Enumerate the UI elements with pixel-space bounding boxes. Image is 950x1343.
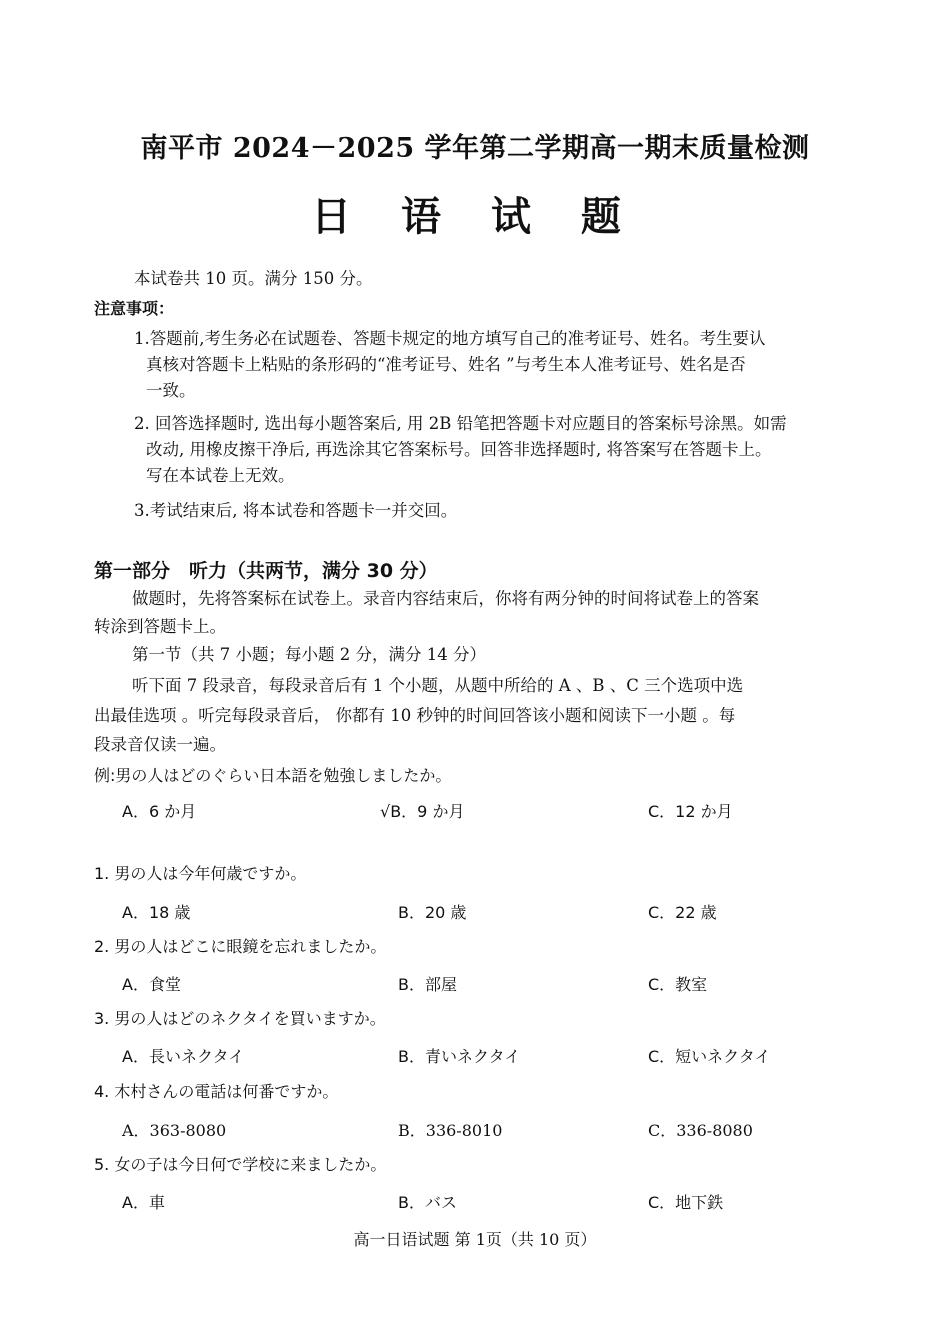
notice-item-2-line-2: 改动, 用橡皮擦干净后, 再选涂其它答案标号。回答非选择题时, 将答案写在答题卡上。 bbox=[146, 440, 772, 459]
question-2-option-a: A．食堂 bbox=[122, 975, 181, 994]
example-question: 例:男の人はどのぐらい日本語を勉強しましたか。 bbox=[94, 766, 452, 785]
notice-heading: 注意事项： bbox=[94, 299, 175, 318]
notice-item-3: 3.考试结束后, 将本试卷和答题卡一并交回。 bbox=[134, 501, 458, 520]
question-3-option-b: B．青いネクタイ bbox=[398, 1047, 521, 1066]
example-option-a: A．6 か月 bbox=[122, 802, 197, 821]
question-1: 1. 男の人は今年何歳ですか。 bbox=[94, 864, 307, 883]
question-5: 5. 女の子は今日何で学校に来ましたか。 bbox=[94, 1155, 387, 1174]
part1-instruction-line-1: 做题时，先将答案标在试卷上。录音内容结束后，你将有两分钟的时间将试卷上的答案 bbox=[132, 589, 759, 608]
example-option-c: C．12 か月 bbox=[648, 802, 733, 821]
question-1-option-b: B．20 歳 bbox=[398, 903, 467, 922]
question-2-option-c: C．教室 bbox=[648, 975, 708, 994]
exam-title: 南平市 2024－2025 学年第二学期高一期末质量检测 bbox=[140, 133, 810, 164]
question-3-option-a: A．長いネクタイ bbox=[122, 1047, 245, 1066]
notice-item-1-line-2: 真核对答题卡上粘贴的条形码的“准考证号、姓名 ”与考生本人准考证号、姓名是否 bbox=[146, 355, 746, 374]
section1-instruction-line-1: 听下面 7 段录音，每段录音后有 1 个小题，从题中所给的 A 、B 、C 三个选项中选 bbox=[132, 676, 744, 695]
question-4-option-a: A．363-8080 bbox=[122, 1121, 227, 1140]
notice-item-1-line-1: 1.答题前,考生务必在试题卷、答题卡规定的地方填写自己的准考证号、姓名。考生要认 bbox=[134, 329, 766, 348]
intro-text: 本试卷共 10 页。满分 150 分。 bbox=[134, 269, 373, 288]
notice-item-1-line-3: 一致。 bbox=[146, 381, 196, 400]
question-5-option-a: A．車 bbox=[122, 1193, 165, 1212]
question-3-option-c: C．短いネクタイ bbox=[648, 1047, 771, 1066]
question-2: 2. 男の人はどこに眼鏡を忘れましたか。 bbox=[94, 937, 387, 956]
question-5-option-c: C．地下鉄 bbox=[648, 1193, 724, 1212]
part1-instruction-line-2: 转涂到答题卡上。 bbox=[94, 617, 226, 636]
section1-instruction-line-2: 出最佳选项 。听完每段录音后， 你都有 10 秒钟的时间回答该小题和阅读下一小题 。每 bbox=[94, 706, 736, 725]
question-4: 4. 木村さんの電話は何番ですか。 bbox=[94, 1082, 339, 1101]
notice-item-2-line-1: 2. 回答选择题时, 选出每小题答案后, 用 2B 铅笔把答题卡对应题目的答案标号涂黑。如需 bbox=[134, 414, 787, 433]
question-1-option-c: C．22 歳 bbox=[648, 903, 717, 922]
page-footer: 高一日语试题 第 1页（共 10 页） bbox=[353, 1230, 597, 1249]
question-3: 3. 男の人はどのネクタイを買いますか。 bbox=[94, 1009, 386, 1028]
section1-heading: 第一节（共 7 小题；每小题 2 分，满分 14 分） bbox=[132, 645, 486, 664]
question-1-option-a: A．18 歳 bbox=[122, 903, 191, 922]
section1-instruction-line-3: 段录音仅读一遍。 bbox=[94, 735, 226, 754]
subject-title: 日 语 试 题 bbox=[311, 193, 639, 240]
notice-item-2-line-3: 写在本试卷上无效。 bbox=[146, 466, 295, 485]
question-5-option-b: B．バス bbox=[398, 1193, 457, 1212]
example-option-b: √B．9 か月 bbox=[380, 802, 465, 821]
part1-heading: 第一部分 听力（共两节，满分 30 分） bbox=[94, 560, 438, 582]
question-4-option-b: B．336-8010 bbox=[398, 1121, 503, 1140]
question-4-option-c: C．336-8080 bbox=[648, 1121, 753, 1140]
question-2-option-b: B．部屋 bbox=[398, 975, 457, 994]
